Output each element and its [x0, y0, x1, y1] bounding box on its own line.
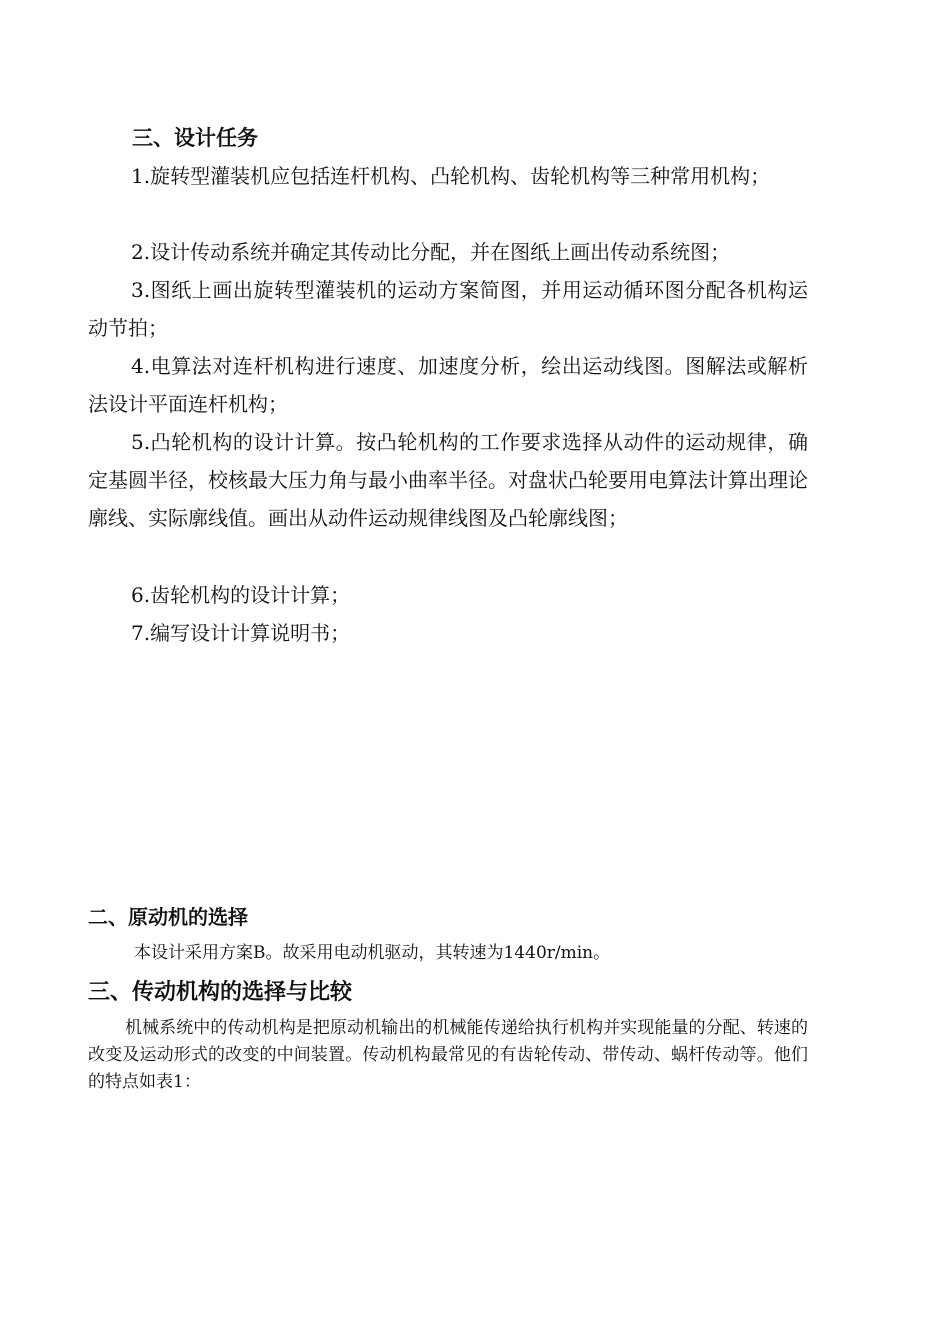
- task-item-2: 2.设计传动系统并确定其传动比分配，并在图纸上画出传动系统图；: [131, 240, 731, 264]
- task-item-6: 6.齿轮机构的设计计算；: [131, 583, 351, 607]
- transmission-heading: 三、传动机构的选择与比较: [88, 979, 353, 1005]
- transmission-text: 机械系统中的传动机构是把原动机输出的机械能传递给执行机构并实现能量的分配、转速的改变及运动形式的改变的中间装置。传动机构最常见的有齿轮传动、带传动、蜗杆传动等。他们的特点如表1：: [88, 1018, 808, 1092]
- prime-mover-heading: 二、原动机的选择: [88, 905, 248, 929]
- task-item-5: 5.凸轮机构的设计计算。按凸轮机构的工作要求选择从动件的运动规律，确定基圆半径，校核最大压力角与最小曲率半径。对盘状凸轮要用电算法计算出理论廓线、实际廓线值。画出从动件运动规律线图及凸轮廓线图；: [88, 430, 808, 530]
- task-item-4: 4.电算法对连杆机构进行速度、加速度分析，绘出运动线图。图解法或解析法设计平面连杆机构；: [88, 354, 808, 416]
- task-item-7: 7.编写设计计算说明书；: [131, 621, 351, 645]
- task-item-1: 1.旋转型灌装机应包括连杆机构、凸轮机构、齿轮机构等三种常用机构；: [131, 164, 771, 188]
- task-item-3: 3.图纸上画出旋转型灌装机的运动方案简图，并用运动循环图分配各机构运动节拍；: [88, 278, 808, 340]
- design-task-heading: 三、设计任务: [132, 125, 258, 150]
- prime-mover-text: 本设计采用方案B。故采用电动机驱动，其转速为1440r/min。: [134, 943, 611, 963]
